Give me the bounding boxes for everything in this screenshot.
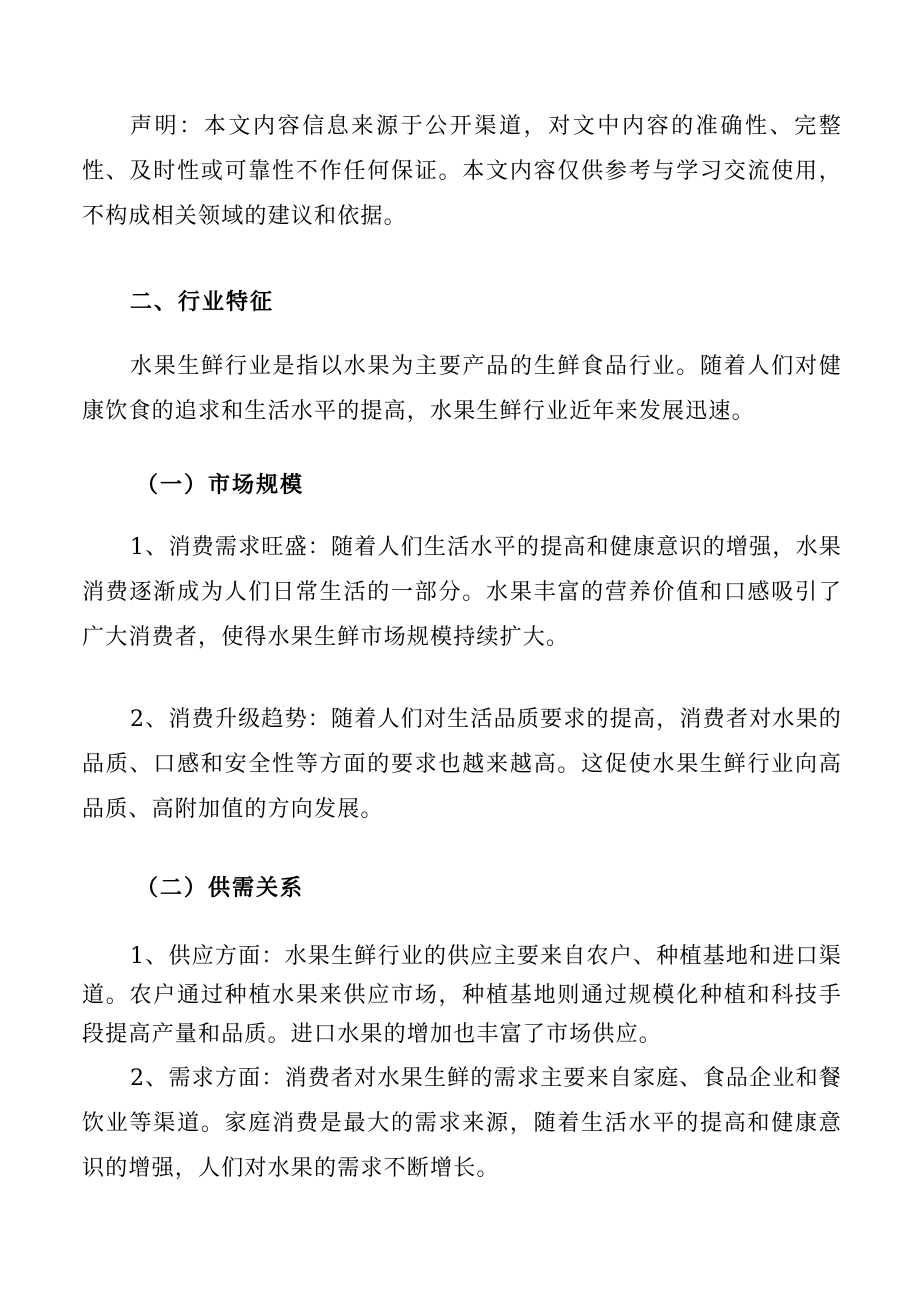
intro-paragraph: 水果生鲜行业是指以水果为主要产品的生鲜食品行业。随着人们对健康饮食的追求和生活水平的提高，水果生鲜行业近年来发展迅速。 [82,354,842,424]
subsection-title-market-size: （一）市场规模 [136,472,305,498]
market-size-point-1: 1、消费需求旺盛：随着人们生活水平的提高和健康意识的增强，水果消费逐渐成为人们日常生活的一部分。水果丰富的营养价值和口感吸引了广大消费者，使得水果生鲜市场规模持续扩大。 [82,535,842,650]
market-size-point-2: 2、消费升级趋势：随着人们对生活品质要求的提高，消费者对水果的品质、口感和安全性等方面的要求也越来越高。这促使水果生鲜行业向高品质、高附加值的方向发展。 [82,707,842,822]
supply-demand-point-2: 2、需求方面：消费者对水果生鲜的需求主要来自家庭、食品企业和餐饮业等渠道。家庭消费是最大的需求来源，随着生活水平的提高和健康意识的增强，人们对水果的需求不断增长。 [82,1066,842,1181]
supply-demand-point-1: 1、供应方面：水果生鲜行业的供应主要来自农户、种植基地和进口渠道。农户通过种植水果来供应市场，种植基地则通过规模化种植和科技手段提高产量和品质。进口水果的增加也丰富了市场供应。 [82,944,842,1047]
disclaimer-paragraph: 声明：本文内容信息来源于公开渠道，对文中内容的准确性、完整性、及时性或可靠性不作任何保证。本文内容仅供参考与学习交流使用，不构成相关领域的建议和依据。 [82,114,842,229]
subsection-title-supply-demand: （二）供需关系 [136,875,305,901]
section-title: 二、行业特征 [130,289,275,315]
